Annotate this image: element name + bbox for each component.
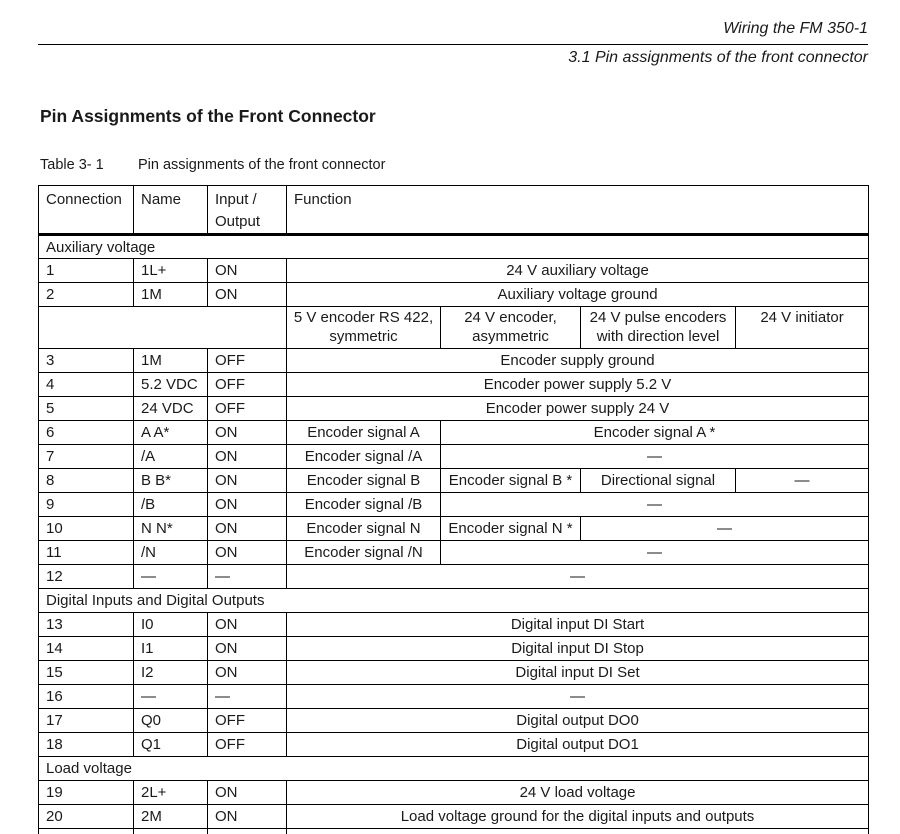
name-cell: 1M — [134, 283, 208, 307]
connection-cell: 2 — [39, 283, 134, 307]
connection-cell: 1 — [39, 259, 134, 283]
connection-cell: 13 — [39, 613, 134, 637]
table-row — [39, 469, 869, 493]
name-cell: Q0 — [134, 709, 208, 733]
function-cell: Encoder signal N * — [441, 517, 581, 541]
function-cell: 24 V auxiliary voltage — [287, 259, 869, 283]
table-row — [39, 493, 869, 517]
function-cell: — — [441, 445, 869, 469]
name-cell: 2L+ — [134, 781, 208, 805]
function-cell: Encoder signal /B — [287, 493, 441, 517]
section-row — [39, 589, 869, 613]
table-row — [39, 373, 869, 397]
table-row — [39, 613, 869, 637]
running-header-section: 3.1 Pin assignments of the front connector — [568, 49, 868, 66]
name-cell: N N* — [134, 517, 208, 541]
pin-assignments-table — [38, 185, 869, 834]
table-row — [39, 445, 869, 469]
section-row — [39, 235, 869, 259]
table-row — [39, 805, 869, 829]
table-row — [39, 541, 869, 565]
name-cell: — — [134, 565, 208, 589]
io-cell: ON — [208, 613, 287, 637]
function-cell: Digital input DI Set — [287, 661, 869, 685]
table-row — [39, 661, 869, 685]
io-cell: ON — [208, 283, 287, 307]
table-caption-text: Pin assignments of the front connector — [138, 157, 386, 173]
connection-cell: 12 — [39, 565, 134, 589]
function-cell: Encoder supply ground — [287, 349, 869, 373]
io-cell: — — [208, 685, 287, 709]
running-header-rule — [38, 44, 868, 45]
io-cell: ON — [208, 259, 287, 283]
connection-cell — [39, 829, 134, 834]
header-input-output: Input / Output — [208, 186, 287, 235]
table-row — [39, 565, 869, 589]
function-cell: Digital output DO1 — [287, 733, 869, 757]
function-cell: Digital input DI Stop — [287, 637, 869, 661]
table-row — [39, 259, 869, 283]
table-row — [39, 781, 869, 805]
function-cell: Encoder signal A * — [441, 421, 869, 445]
function-cell: Encoder signal A — [287, 421, 441, 445]
connection-cell: 16 — [39, 685, 134, 709]
table-row — [39, 733, 869, 757]
name-cell: Q1 — [134, 733, 208, 757]
connection-cell: 7 — [39, 445, 134, 469]
function-cell: — — [287, 565, 869, 589]
name-cell: I1 — [134, 637, 208, 661]
io-cell: ON — [208, 541, 287, 565]
table-row — [39, 637, 869, 661]
connection-cell: 17 — [39, 709, 134, 733]
io-cell: ON — [208, 469, 287, 493]
name-cell: /A — [134, 445, 208, 469]
encoder-type-subheader-row — [39, 307, 869, 349]
section-row — [39, 757, 869, 781]
encoder-type-header-cell: 5 V encoder RS 422, symmetric — [287, 307, 441, 349]
encoder-type-header-cell: 24 V encoder, asymmetric — [441, 307, 581, 349]
section-label: Auxiliary voltage — [39, 235, 869, 259]
function-cell: Digital output DO0 — [287, 709, 869, 733]
clipped-next-row — [39, 829, 869, 834]
name-cell: 1M — [134, 349, 208, 373]
function-cell: Load voltage ground for the digital inputs and outputs — [287, 805, 869, 829]
io-cell: OFF — [208, 373, 287, 397]
table-row — [39, 685, 869, 709]
table-header-row — [39, 186, 869, 235]
name-cell: /B — [134, 493, 208, 517]
connection-cell: 4 — [39, 373, 134, 397]
name-cell: 2M — [134, 805, 208, 829]
io-cell: OFF — [208, 397, 287, 421]
connection-cell: 9 — [39, 493, 134, 517]
io-cell: ON — [208, 445, 287, 469]
table-row — [39, 283, 869, 307]
name-cell: B B* — [134, 469, 208, 493]
io-cell: — — [208, 565, 287, 589]
connection-cell: 14 — [39, 637, 134, 661]
name-cell: I2 — [134, 661, 208, 685]
function-cell: Encoder signal B * — [441, 469, 581, 493]
table-caption-label: Table 3- 1 — [40, 157, 104, 173]
name-cell: 5.2 VDC — [134, 373, 208, 397]
function-cell: Encoder signal N — [287, 517, 441, 541]
io-cell: OFF — [208, 709, 287, 733]
io-cell: ON — [208, 661, 287, 685]
io-cell: OFF — [208, 349, 287, 373]
header-connection: Connection — [39, 186, 134, 235]
function-cell: — — [441, 541, 869, 565]
function-cell: Encoder power supply 5.2 V — [287, 373, 869, 397]
subheader-empty-cell — [39, 307, 287, 349]
table-row — [39, 517, 869, 541]
io-cell: OFF — [208, 733, 287, 757]
function-cell: Directional signal — [581, 469, 736, 493]
io-cell: ON — [208, 637, 287, 661]
io-cell: ON — [208, 493, 287, 517]
header-function: Function — [287, 186, 869, 235]
function-cell: — — [287, 685, 869, 709]
function-cell: 24 V load voltage — [287, 781, 869, 805]
table-row — [39, 709, 869, 733]
connection-cell: 6 — [39, 421, 134, 445]
name-cell: — — [134, 685, 208, 709]
io-cell: ON — [208, 781, 287, 805]
section-label: Load voltage — [39, 757, 869, 781]
name-cell: 24 VDC — [134, 397, 208, 421]
connection-cell: 11 — [39, 541, 134, 565]
section-label: Digital Inputs and Digital Outputs — [39, 589, 869, 613]
function-cell: — — [736, 469, 869, 493]
function-cell — [287, 829, 869, 834]
encoder-type-header-cell: 24 V pulse encoders with direction level — [581, 307, 736, 349]
connection-cell: 5 — [39, 397, 134, 421]
page-title: Pin Assignments of the Front Connector — [40, 106, 376, 126]
connection-cell: 18 — [39, 733, 134, 757]
connection-cell: 10 — [39, 517, 134, 541]
io-cell: ON — [208, 421, 287, 445]
encoder-type-header-cell: 24 V initiator — [736, 307, 869, 349]
header-name: Name — [134, 186, 208, 235]
running-header-chapter: Wiring the FM 350-1 — [723, 20, 868, 37]
name-cell: 1L+ — [134, 259, 208, 283]
table-row — [39, 349, 869, 373]
function-cell: — — [441, 493, 869, 517]
name-cell — [134, 829, 208, 834]
function-cell: Encoder signal /N — [287, 541, 441, 565]
connection-cell: 3 — [39, 349, 134, 373]
table-caption — [40, 157, 385, 173]
io-cell — [208, 829, 287, 834]
io-cell: ON — [208, 517, 287, 541]
function-cell: Encoder power supply 24 V — [287, 397, 869, 421]
connection-cell: 19 — [39, 781, 134, 805]
function-cell: Encoder signal B — [287, 469, 441, 493]
io-cell: ON — [208, 805, 287, 829]
name-cell: I0 — [134, 613, 208, 637]
name-cell: A A* — [134, 421, 208, 445]
function-cell: Encoder signal /A — [287, 445, 441, 469]
function-cell: Auxiliary voltage ground — [287, 283, 869, 307]
function-cell: — — [581, 517, 869, 541]
connection-cell: 20 — [39, 805, 134, 829]
table-row — [39, 421, 869, 445]
connection-cell: 8 — [39, 469, 134, 493]
table-row — [39, 397, 869, 421]
name-cell: /N — [134, 541, 208, 565]
function-cell: Digital input DI Start — [287, 613, 869, 637]
connection-cell: 15 — [39, 661, 134, 685]
